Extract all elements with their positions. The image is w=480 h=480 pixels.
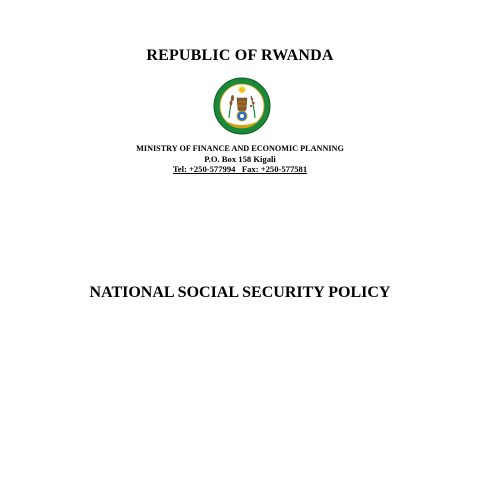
rwanda-coat-of-arms-icon (212, 76, 272, 136)
document-title: NATIONAL SOCIAL SECURITY POLICY (89, 284, 391, 301)
ministry-contacts: Tel: +250-577994 Fax: +250-577581 (172, 164, 308, 174)
ministry-name: MINISTRY OF FINANCE AND ECONOMIC PLANNING (136, 144, 344, 153)
seal-sun (239, 87, 245, 93)
ministry-details (0, 144, 480, 174)
ministry-address: P.O. Box 158 Kigali (204, 154, 276, 164)
country-heading: REPUBLIC OF RWANDA (146, 47, 334, 64)
seal-basket (237, 98, 247, 112)
